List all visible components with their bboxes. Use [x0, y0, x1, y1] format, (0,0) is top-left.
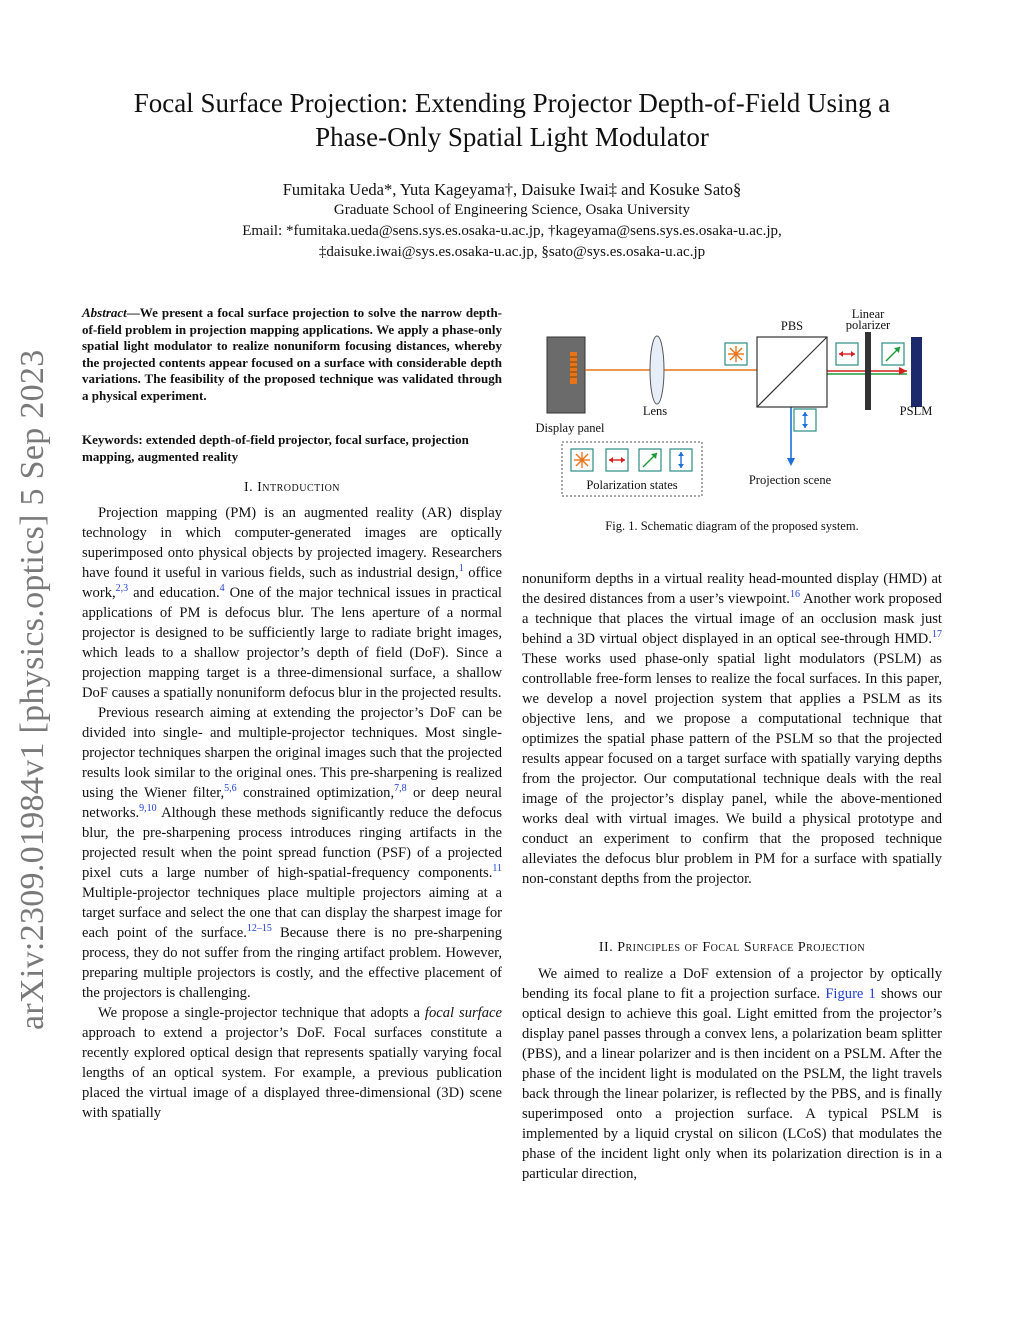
right-column-body — [522, 569, 942, 889]
figure-1-caption: Fig. 1. Schematic diagram of the proposed system. — [605, 519, 859, 533]
citation-link[interactable]: 5,6 — [224, 783, 237, 795]
text-run: constrained optimization, — [236, 785, 395, 801]
text-run: Another work proposed a technique that places the virtual image of an occlusion mask just behind a 3D virtual object displayed in an optical see-through HMD. — [522, 591, 942, 647]
title-line-1: Focal Surface Projection: Extending Projector Depth-of-Field Using a — [133, 88, 891, 118]
affiliation: Graduate School of Engineering Science, Osaka University — [333, 202, 691, 218]
text-run: nonuniform depths in a virtual reality head-mounted display (HMD) at the desired distances from a user’s viewpoint. — [522, 571, 942, 607]
label-pslm: PSLM — [899, 404, 933, 418]
paragraph-intro-2 — [82, 703, 502, 1003]
beam-projection-arrowhead — [787, 458, 795, 466]
linear-polarizer — [865, 332, 871, 410]
text-run: approach to extend a projector’s DoF. Focal surfaces constitute a recently explored optical design that represents spatially varying focal lengths of an optical system. For example, a previous publication placed the virtual image of a displayed three-dimensional (3D) scene with spatially — [82, 1025, 502, 1121]
email-line-2: ‡daisuke.iwai@sys.es.osaka-u.ac.jp, §sato@sys.es.osaka-u.ac.jp — [318, 244, 706, 260]
label-pbs: PBS — [780, 319, 804, 333]
pslm-device — [911, 337, 922, 407]
text-run: We propose a single-projector technique that adopts a — [98, 1005, 425, 1021]
text-run: or deep neural networks. — [82, 785, 502, 821]
section-number: I. — [243, 480, 254, 495]
citation-link[interactable]: 7,8 — [394, 783, 407, 795]
section-number: II. — [598, 940, 614, 955]
abstract-label: Abstract — [82, 305, 127, 320]
label-polarizer: polarizer — [845, 318, 891, 332]
text-run: shows our optical design to achieve this goal. Light emitted from the projector’s display panel passes through a convex lens, a polarization beam splitter (PBS), and a linear polarizer and is then incident on a PSLM. After the phase of the incident light is modulated on the PSLM, the light travels back through the linear polarizer, is reflected by the PBS, and is finally superimposed onto a projection surface. A typical PSLM is implemented by a liquid crystal on silicon (LCoS) that modulates the phase of the incident light only when its polarization direction is in a particular direction, — [522, 986, 942, 1182]
right-column-section2 — [522, 964, 942, 1184]
citation-link[interactable]: 11 — [492, 863, 502, 875]
email-line-1: Email: *fumitaka.ueda@sens.sys.es.osaka-u.ac.jp, †kageyama@sens.sys.es.osaka-u.ac.jp, — [242, 223, 782, 239]
paragraph-intro-continued — [522, 569, 942, 889]
polarization-icon-horizontal — [836, 343, 858, 365]
display-panel-body — [547, 337, 585, 413]
text-run: We aimed to realize a DoF extension of a projector by optically bending its focal plane to fit a projection surface. — [522, 966, 942, 1002]
citation-link[interactable]: 2,3 — [115, 583, 129, 595]
section-heading-introduction — [82, 480, 502, 496]
abstract — [82, 305, 502, 404]
text-run: Previous research aiming at extending the projector’s DoF can be divided into single- and multiple-projector techniques. Most single-projector techniques sharpen the original images such that the projected results look similar to the original ones. This pre-sharpening is realized using the Wiener filter, — [82, 705, 502, 801]
citation-link[interactable]: 4 — [219, 583, 225, 595]
text-run: Because there is no pre-sharpening process, they do not suffer from the ringing artifact problem. However, preparing multiple projectors is costly, and the effective placement of the projectors is challenging. — [82, 925, 502, 1001]
author-block — [82, 179, 942, 263]
legend-icon-diagonal — [639, 449, 661, 471]
section-title: Principles of Focal Surface Projection — [617, 940, 866, 955]
citation-link[interactable]: 16 — [789, 589, 800, 601]
title-line-2: Phase-Only Spatial Light Modulator — [315, 122, 709, 152]
label-projection-scene: Projection scene — [748, 473, 832, 487]
text-run: One of the major technical issues in practical applications of PM is defocus blur. The lens aperture of a normal projector is designed to be sufficiently large to radiate bright images, which leads to a shallow projector’s depth of field (DoF). Since a projection mapping target is a three-dimensional surface, a shallow DoF causes a spatially nonuniform defocus blur in the projected results. — [82, 585, 502, 701]
section-heading-principles — [522, 940, 942, 956]
convex-lens — [650, 336, 664, 404]
figure-1-link[interactable]: Figure 1 — [825, 986, 876, 1002]
polarization-icon-vertical — [794, 409, 816, 431]
legend-icon-unpolarized — [571, 449, 593, 471]
polarization-icon-diagonal — [882, 343, 904, 365]
label-polarization-states: Polarization states — [586, 478, 678, 492]
text-run: Although these methods significantly reduce the defocus blur, the pre-sharpening process introduces ringing artifacts in the projected result when the point spread function (PSF) of a projected pixel cuts a large number of high-spatial-frequency components. — [82, 805, 502, 881]
legend-icon-vertical — [670, 449, 692, 471]
label-lens: Lens — [642, 404, 668, 418]
text-run: Projection mapping (PM) is an augmented reality (AR) display technology in which computer-generated images are optically superimposed onto physical objects by projected imagery. Researchers have found it useful in various fields, such as industrial design, — [82, 505, 502, 581]
paper-title — [82, 86, 942, 154]
text-run: These works used phase-only spatial light modulators (PSLM) as controllable free-form lenses to realize the focal surfaces. In this paper, we develop a novel projection system that applies a PSLM as its objective lens, and we propose a computational technique that optimizes the spatial phase pattern of the PSLM so that the projected results appear focused on a target surface with spatially varying depths from the projector. Our computational technique deals with the real image of the projector’s display panel, while the above-mentioned works deal with virtual images. We build a physical prototype and conduct an experiment to confirm that the proposed technique alleviates the defocus blur problem in PM for a surface with spatially non-constant depths from the projector. — [522, 651, 942, 887]
emphasis-focal-surface: focal surface — [424, 1005, 502, 1021]
paragraph-principles-1 — [522, 964, 942, 1184]
text-run: Multiple-projector techniques place multiple projectors aiming at a target surface and select the one that can display the sharpest image for each point of the surface. — [82, 885, 502, 941]
label-linear: Linear — [851, 307, 885, 321]
arxiv-side-stamp: arXiv:2309.01984v1 [physics.optics] 5 Sep 2023 — [14, 349, 51, 1030]
polarization-icon-unpolarized — [725, 343, 747, 365]
citation-link[interactable]: 17 — [932, 629, 942, 641]
author-names: Fumitaka Ueda*, Yuta Kageyama†, Daisuke Iwai‡ and Kosuke Sato§ — [282, 180, 742, 199]
paragraph-intro-1 — [82, 503, 502, 703]
citation-link[interactable]: 12–15 — [246, 923, 272, 935]
figure-1-schematic — [522, 300, 942, 510]
abstract-text: —We present a focal surface projection to solve the narrow depth-of-field problem in projection mapping applications. We apply a phase-only spatial light modulator to realize nonuniform focusing distances, whereby the projected contents appear focused on a surface with considerable depth variations. The feasibility of the proposed technique was validated through a physical experiment. — [82, 305, 502, 403]
keywords: Keywords: extended depth-of-field projector, focal surface, projection mapping, augmented reality — [82, 432, 469, 464]
left-column-body — [82, 503, 502, 1123]
label-display-panel: Display panel — [535, 421, 605, 435]
section-title: Introduction — [257, 480, 341, 495]
paragraph-intro-3 — [82, 1003, 502, 1123]
citation-link[interactable]: 1 — [458, 563, 464, 575]
text-run: and education. — [128, 585, 220, 601]
text-run: office work, — [82, 565, 502, 601]
citation-link[interactable]: 9,10 — [139, 803, 157, 815]
legend-icon-horizontal — [606, 449, 628, 471]
